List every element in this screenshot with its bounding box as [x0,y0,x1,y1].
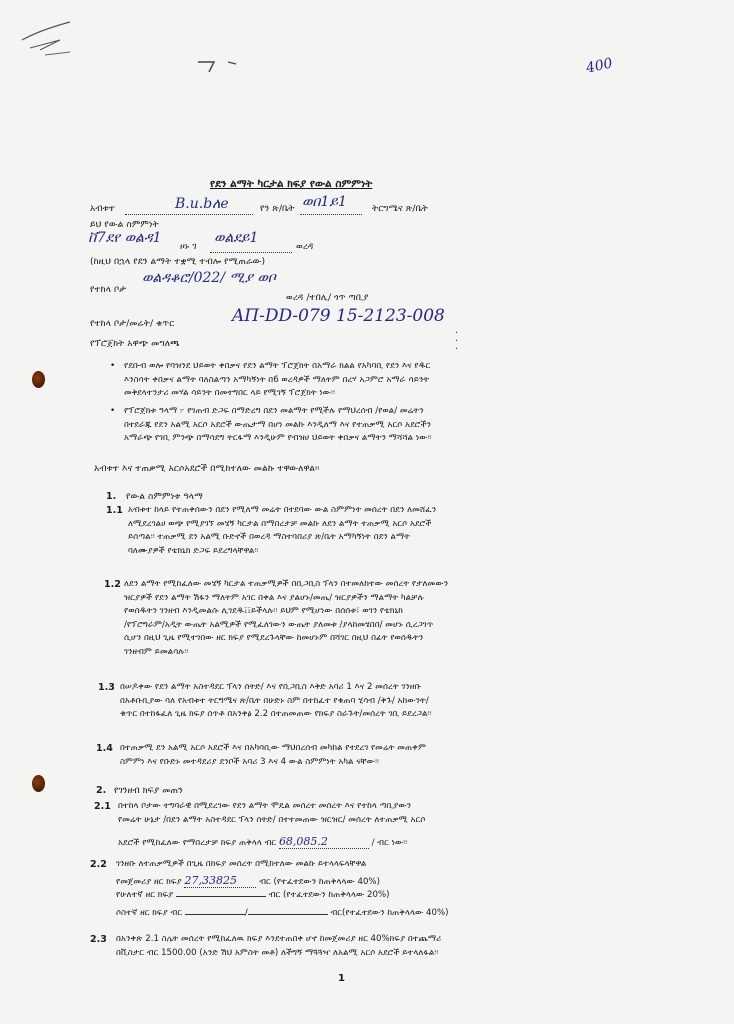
amount-suffix: / ብር ነው፡፡ [371,838,408,848]
clause-paragraph: በአንቀጽ 2.1 ስሌት መሰረት የሚከፈለዉ ክፍያ እንደተጠበቀ ሆኖ ከመጀመሪያ ዘር 40%ክፍያ በተጨማሪ በቪስታር ብር 1500.00 (አንድ ሽህ አምስት መቶ) ለችግኝ ማጓጓዣ ለአልሚ አርሶ አደሮች ይተላለፋል፡፡ [116,934,442,958]
clause-number: 1.3 [98,682,115,693]
payment-suffix: ብር(የተፈተደውን ከጠቅላላው 40%) [330,908,449,918]
fill-line [210,252,292,253]
field-label: የተከላ ቦታ [90,284,127,295]
field-label: ወረዳ [296,241,314,252]
section-heading: የውል ስምምነቱ ዓላማ [126,491,203,502]
section-number: 2. [96,785,107,796]
handwritten-value: ወልዳቆሮ/022/ ሚያ ወቦ [142,270,276,286]
payment-suffix: ብር (የተፈተደውን ከጠቅላላው 40%) [259,877,380,887]
payment-label: የሁለተኛ ዘር ክፍያ [116,890,174,900]
section-heading: የገንዘብ ክፍያ መጠን [114,785,183,796]
clause-paragraph: አብቱተ ከላይ የተጠቀሰውን በደን የሚለማ መሬት በተደባው ውል ስምምነት መሰረት በደን ለመሸፈን ለሚደረገልሀ ወጭ የሚያገኘ መሄኝ ካርታል በማበረታቻ መልኩ ለደን ልማት ተጠቃሚ አርሶ አደሮች ይሰጣል፡፡ ተጠቃሚ ደን አልሚ ቡድኖች በወረዳ ማስተባበሪያ ጽ/ቤት አማካኝነት በደን ልማት ባለሙያዎች የቴክኒክ ድጋፍ ይደረግላቸዋል፡፡ [128,505,437,556]
clause-paragraph: በተጠቃሚ ደን አልሚ አርሶ አደሮች እና በአካባቢው ማህበረሰብ መካከል የተደረገ የመሬት መጠቀም ስምምነ እና የቡድኑ መተዳደሪያ ደንቦች አባሪ 3 እና 4 ውል ስምምነት አካል ናቸው፡፡ [120,743,426,767]
field-label: ይህ የውል ስምምነት [90,219,159,230]
fill-line [248,914,328,915]
amount-line [118,835,407,849]
clause-number: 2.1 [94,801,111,812]
clause-number: 2.2 [90,859,107,870]
document-title: የደን ልማት ካርታል ክፍያ የውል ስምምነት [210,178,373,190]
handwritten-value: ቨ7ደየ ወልዳ1 [88,230,162,246]
clause-paragraph: በተከላ ቦታው ተግባራዊ በሚደረገው የደን ልማት ሞዴል መሰረተ መሰረት እና የተከላ ጣቢያውን የመሬት ሁኔታ /በደን ልማት አስተዳደር ፕላን ሰትድ/ በተተመጠው ዝርዝር/ መሰረት ለተጠቃሚ አርሶ [118,801,426,825]
fill-line [185,914,245,915]
handwritten-value: ΑΠ-DD-079 15-2123-008 [232,306,445,326]
clause-number: 2.3 [90,934,107,945]
payment-row [116,874,380,888]
field-label: ትርግሜና ጽ/ቤት [372,203,429,214]
bullet-icon: • [110,406,116,416]
payment-label: የመጀመሪያ ዘር ክፍያ [116,877,182,887]
clause-intro: ገንዘቡ ለተጠቃሚዎች በጊዜ በክፍያ መሰረት በሚከተለው መልኩ ይተላላፍላቸዋል [116,859,367,869]
field-label: የፕሮጀክት አዋጭ መግለጫ [90,338,180,349]
intro-text: አብቱተ እና ተጠቃሚ አርሶአደሮች በሚከተለው መልኩ ተዋውለዋል፡፡ [94,463,320,474]
pen-scribble [0,0,260,90]
corner-number: 400 [584,55,615,77]
page-number: 1 [338,973,345,984]
clause-number: 1.4 [96,743,113,754]
punch-hole [32,371,45,388]
clause-paragraph: ለደን ልማት የሚከፈለው መሄኝ ካርታል ተጠቃሚዎች በቢጋቢስ ፕላን በተመለከተው መሰረት የታለመውን ዝርያዎች የደን ልማት ሽፋን ማለትም አገር በቀል እና ያልሆኑ/መጤ/ ዝርያዎችን ማልማት ካልቻሉ የወሰዱትን ገንዘብ እንዲመልሱ ሊገደዱ፤፤ይችላሉ፡፡ ይህም የሚሆነው በሰሰቱ፣ ወገን የቴክኒክ /የፕሮግራም/አዲት ውጤት አልሚዎች የሚፈለገውን ውጤት ያለመቱ /ያላከመሄበበ/ መሆኑ ሲረጋገጥ ሲሆን በዚህ ጊዜ የሚተገበው ዘር ክፍያ የሚደረጉላቸው ከመሆኑም በሻገር በዚህ በፊት የወሰዱትን ገንዘብም ይመልሳሉ፡፡ [124,579,449,657]
field-label: አብቱተ [90,203,116,214]
bullet-paragraph: የፕሮጀክቱ ዓላማ ፦ የገጠብ ድጋፍ በማድረግ በደን መልማት የሚችሉ የማህረሰብ /የወል/ መሬትን በተደራጁ የደን አልሚ አርሶ አደሮች ውጤታማ በሆነ መልኩ እንዲለማ እና የተጠቃሚ አርሶ አደሮችን አማራጭ የገቢ ምንጭ በማሳደግ ትርፋማ እንዲሁም የብዝሀ ህይወት ቀበቃና ልማትን ማሻሻል ነው፡፡ [124,406,432,444]
fill-line [176,896,266,897]
field-label: የን ጽ/ቤት [260,203,295,214]
clause-paragraph: በሠዶቀው የደን ልማት አስተዳደር ፕላን ሰትድ/ እና የቢጋቢስ እቅድ አባሪ 1 እና 2 መሰረት ገንዘቡ በአቶቡቢያው ባለ የአብቱተ ትርግሜና ጽ/ቤት በሁድኑ ስም በተከፈተ የቁጠባ ሂሳብ /ቅጉ/ አከውንት/ ቁጥር በተከፋፈለ ጊዜ ክፍያ ሰጥቶ በአንቀፅ 2.2 በተጠመጠው የክፍያ ስራጉት/መሰረት ገቢ ይደረጋል፡፡ [120,682,432,720]
bullet-paragraph: የደቡብ ወሎ የባዝንደ ህይወት ቀበቃና የደን ልማት ፕሮጀክት በአማራ ክልል የአካባቢ የደን እና የዱር እንስሳት ቀበቃና ልማት ባለስልጣን አማካኝነት በ6 ወረዳዎች ማለትም በረሃ አጋምሮ አማራ ሳይንት መቅደላተንታሪ መሃል ሳይንት በመተግበር ላይ የሚገኝ ፕሮጀክት ነው፡፡ [124,361,431,399]
fill-line [300,214,362,215]
fill-line [125,214,253,215]
field-label: ወረዳ /ተበሊ/ ጎጥ ጣቢያ [286,292,369,303]
handwritten-value: ወልደይ1 [214,230,259,246]
field-label: (ከዚህ በኋላ የደን ልማት ተቋሚ ተብሎ የሚጠራው) [90,256,266,267]
pen-dots: · · · [455,328,459,355]
field-label: ዞኑ ገ [180,241,197,252]
bullet-icon: • [110,361,116,371]
payment-row [116,890,389,900]
handwritten-value: ወበ1ይ1 [302,194,347,210]
payment-suffix: ብር (የተፈተደውን ከጠቅላላው 20%) [268,890,390,900]
payment-row: ሶስተኛ ዘር ክፍያ ብር / ብር(የተፈተደውን ከጠቅላላው 40%) [116,908,449,918]
payment-label: ሶስተኛ ዘር ክፍያ ብር [116,908,183,918]
section-number: 1. [106,491,117,502]
clause-number: 1.2 [104,579,121,590]
amount-label: አደሮች የሚከፈለው የማበረታቻ ክፍያ ጠቅላላ ብር [118,838,277,848]
field-label: የተከላ ቦታ/መሬት/ ቁጥር [90,318,175,329]
handwritten-amount: 68,085.2 [279,835,369,849]
handwritten-amount: 27,33825 [184,874,256,888]
punch-hole [32,775,45,792]
clause-number: 1.1 [106,505,123,516]
handwritten-value: B.u.bለe [175,196,229,212]
